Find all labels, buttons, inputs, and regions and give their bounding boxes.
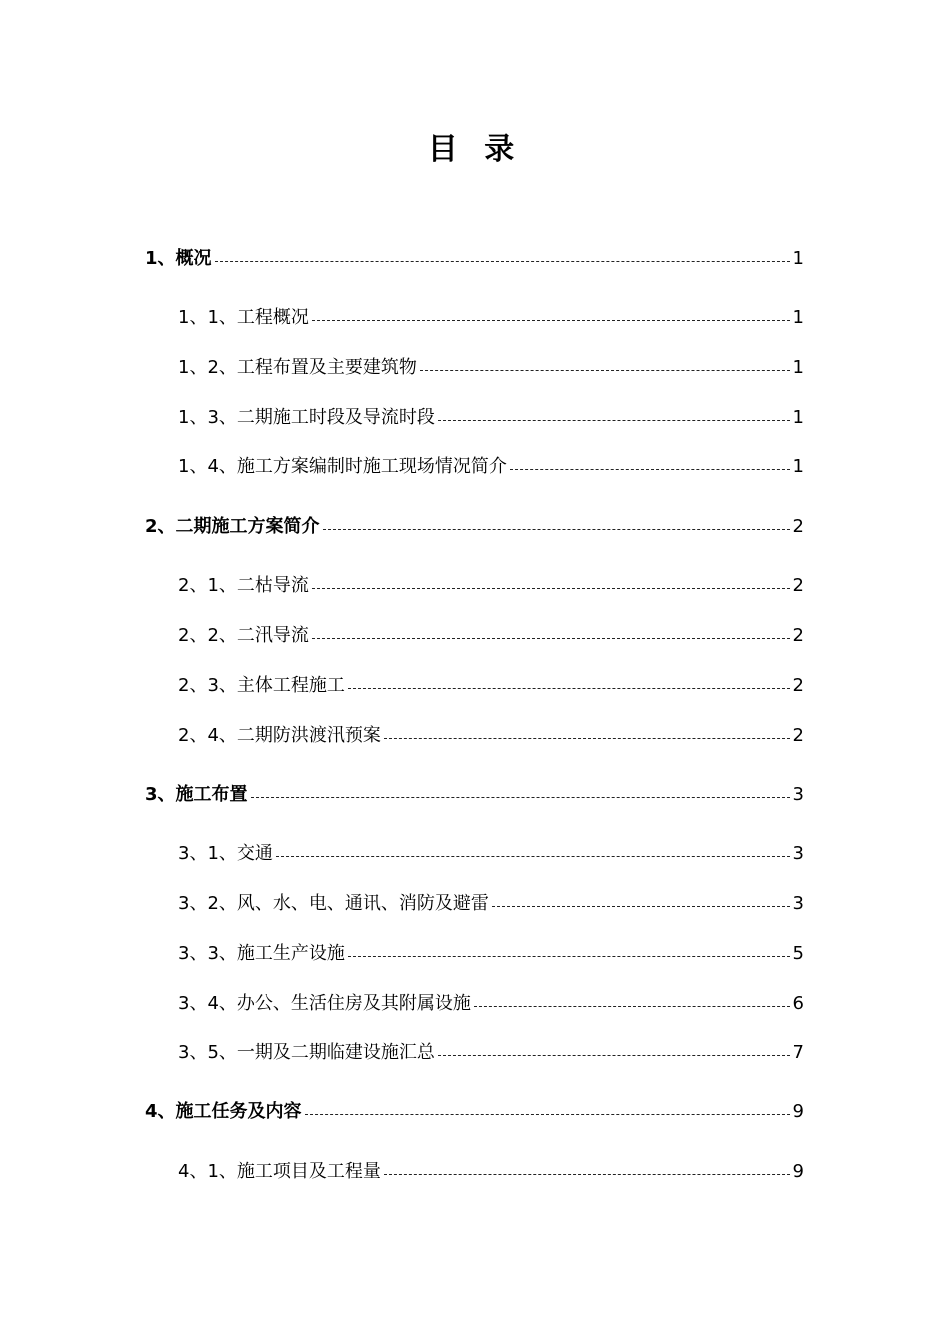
toc-entry-2-3[interactable] <box>178 672 804 700</box>
toc-dot-leader <box>312 320 790 321</box>
toc-entry-4[interactable] <box>145 1098 804 1126</box>
toc-dot-leader <box>348 688 790 689</box>
toc-entry-page: 2 <box>792 675 804 696</box>
toc-entry-3-3[interactable] <box>178 940 804 968</box>
toc-entry-4-1[interactable] <box>178 1158 804 1186</box>
toc-entry-2-2[interactable] <box>178 622 804 650</box>
toc-dot-leader <box>276 856 790 857</box>
toc-entry-label: 1、1、工程概况 <box>178 307 309 328</box>
toc-entry-page: 1 <box>792 248 804 269</box>
toc-entry-label: 3、1、交通 <box>178 843 273 864</box>
toc-entry-page: 5 <box>792 943 804 964</box>
toc-entry-label: 2、3、主体工程施工 <box>178 675 345 696</box>
toc-entry-label: 3、2、风、水、电、通讯、消防及避雷 <box>178 893 489 914</box>
toc-entry-page: 3 <box>792 843 804 864</box>
toc-entry-page: 1 <box>792 307 804 328</box>
toc-entry-label: 1、2、工程布置及主要建筑物 <box>178 357 417 378</box>
toc-entry-page: 1 <box>792 456 804 477</box>
toc-entry-page: 3 <box>792 784 804 805</box>
toc-entry-page: 9 <box>792 1161 804 1182</box>
toc-dot-leader <box>438 1055 790 1056</box>
toc-entry-1-1[interactable] <box>178 304 804 332</box>
toc-entry-page: 1 <box>792 407 804 428</box>
toc-entry-label: 3、施工布置 <box>145 784 248 805</box>
toc-title: 目 录 <box>427 132 523 167</box>
toc-entry-1[interactable] <box>145 245 804 273</box>
toc-entry-label: 1、概况 <box>145 248 212 269</box>
toc-entry-label: 2、二期施工方案简介 <box>145 516 320 537</box>
toc-entry-label: 4、施工任务及内容 <box>145 1101 302 1122</box>
toc-entry-page: 2 <box>792 725 804 746</box>
toc-dot-leader <box>312 638 790 639</box>
toc-entry-page: 7 <box>792 1042 804 1063</box>
toc-entry-2-1[interactable] <box>178 572 804 600</box>
toc-entry-page: 2 <box>792 575 804 596</box>
toc-entry-3-4[interactable] <box>178 990 804 1018</box>
toc-entry-1-4[interactable] <box>178 453 804 481</box>
toc-entry-label: 1、4、施工方案编制时施工现场情况简介 <box>178 456 507 477</box>
toc-entry-3-5[interactable] <box>178 1039 804 1067</box>
toc-dot-leader <box>420 370 790 371</box>
toc-entry-page: 1 <box>792 357 804 378</box>
toc-entry-2[interactable] <box>145 513 804 541</box>
toc-dot-leader <box>492 906 790 907</box>
toc-entry-3[interactable] <box>145 781 804 809</box>
toc-dot-leader <box>384 1174 790 1175</box>
toc-entry-page: 6 <box>792 993 804 1014</box>
toc-entry-3-1[interactable] <box>178 840 804 868</box>
toc-entry-label: 4、1、施工项目及工程量 <box>178 1161 381 1182</box>
toc-dot-leader <box>474 1006 790 1007</box>
toc-entry-page: 9 <box>792 1101 804 1122</box>
toc-dot-leader <box>215 261 790 262</box>
toc-dot-leader <box>305 1114 790 1115</box>
toc-entry-label: 2、1、二枯导流 <box>178 575 309 596</box>
toc-entry-3-2[interactable] <box>178 890 804 918</box>
toc-dot-leader <box>348 956 790 957</box>
toc-entry-page: 2 <box>792 516 804 537</box>
toc-entry-label: 2、2、二汛导流 <box>178 625 309 646</box>
toc-entry-1-2[interactable] <box>178 354 804 382</box>
toc-entry-page: 3 <box>792 893 804 914</box>
toc-dot-leader <box>312 588 790 589</box>
toc-entry-label: 1、3、二期施工时段及导流时段 <box>178 407 435 428</box>
toc-entry-label: 3、4、办公、生活住房及其附属设施 <box>178 993 471 1014</box>
toc-dot-leader <box>384 738 790 739</box>
toc-entry-page: 2 <box>792 625 804 646</box>
toc-entry-label: 3、5、一期及二期临建设施汇总 <box>178 1042 435 1063</box>
toc-entry-label: 3、3、施工生产设施 <box>178 943 345 964</box>
toc-entry-2-4[interactable] <box>178 722 804 750</box>
toc-dot-leader <box>251 797 790 798</box>
toc-entry-label: 2、4、二期防洪渡汛预案 <box>178 725 381 746</box>
toc-dot-leader <box>510 469 790 470</box>
toc-entry-1-3[interactable] <box>178 404 804 432</box>
toc-dot-leader <box>323 529 790 530</box>
toc-dot-leader <box>438 420 790 421</box>
